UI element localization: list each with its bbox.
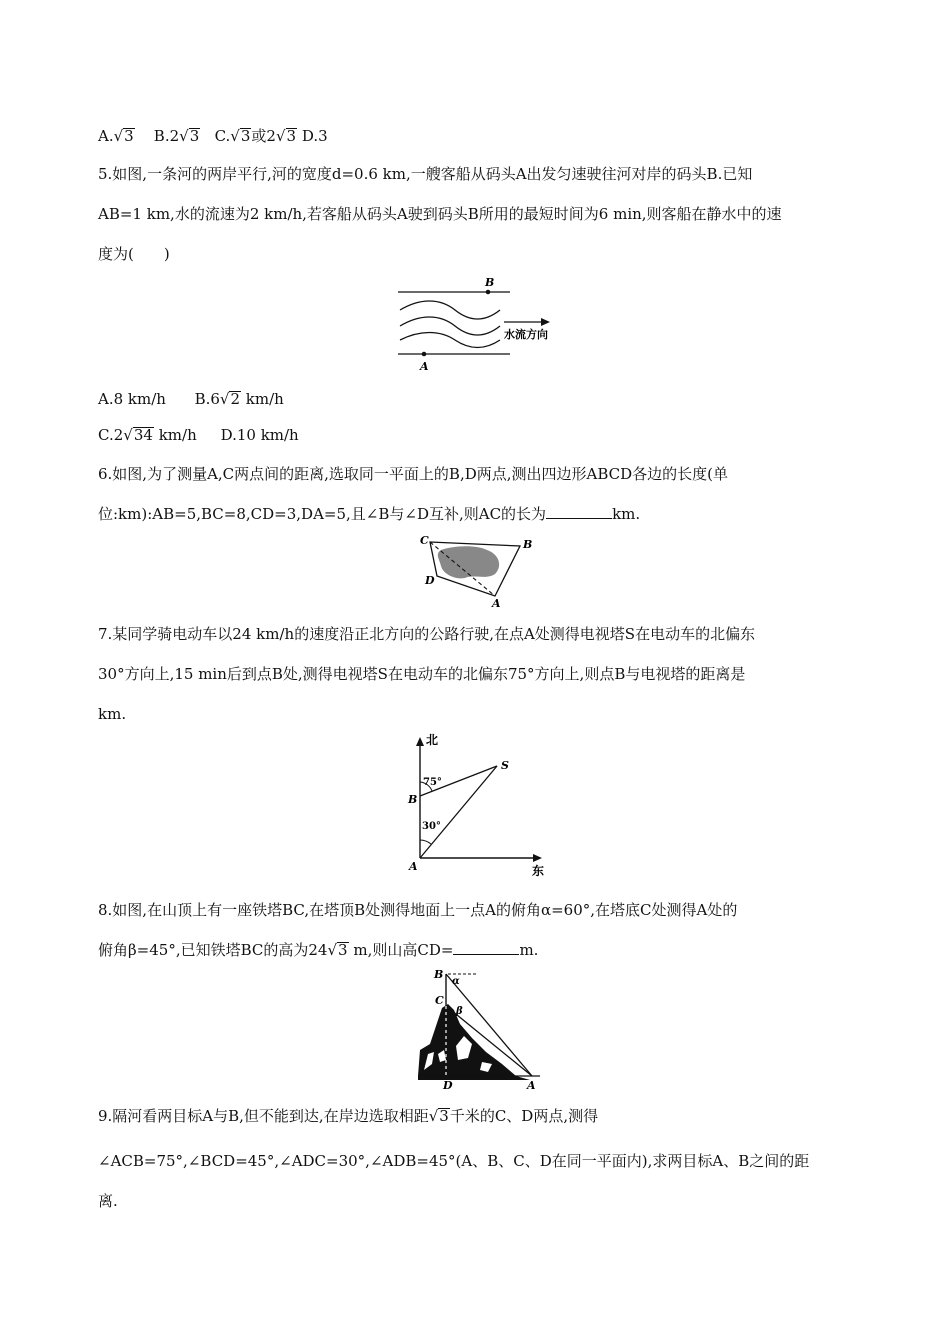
q6-line2: 位:km):AB=5,BC=8,CD=3,DA=5,且∠B与∠D互补,则AC的长为 km. <box>98 505 641 523</box>
q7-line3: km. <box>98 705 127 723</box>
svg-text:A: A <box>492 597 501 608</box>
svg-text:S: S <box>501 759 509 772</box>
svg-text:75°: 75° <box>423 777 442 788</box>
svg-text:东: 东 <box>532 864 545 877</box>
q5-options-cd: C.2√34 km/h D.10 km/h <box>98 426 299 444</box>
label-a: A <box>420 360 429 373</box>
label-b: B <box>485 276 495 289</box>
flow-label: 水流方向 <box>504 328 548 341</box>
q7-line2: 30°方向上,15 min后到点B处,测得电视塔S在电动车的北偏东75°方向上,则点B与电视塔的距离是 <box>98 665 746 683</box>
svg-text:B: B <box>434 968 444 981</box>
svg-text:30°: 30° <box>422 821 441 832</box>
svg-text:D: D <box>443 1079 453 1091</box>
q9-line2: ∠ACB=75°,∠BCD=45°,∠ADC=30°,∠ADB=45°(A、B、C、D在同一平面内),求两目标A、B之间的距 <box>98 1152 810 1170</box>
svg-text:C: C <box>435 994 444 1007</box>
q9-line1: 9.隔河看两目标A与B,但不能到达,在岸边选取相距√3千米的C、D两点,测得 <box>98 1107 599 1125</box>
quadrilateral-figure <box>415 532 540 608</box>
q5-line1: 5.如图,一条河的两岸平行,河的宽度d=0.6 km,一艘客船从码头A出发匀速驶往河对岸的码头B.已知 <box>98 165 753 183</box>
q8-line2: 俯角β=45°,已知铁塔BC的高为24√3 m,则山高CD= m. <box>98 941 539 959</box>
answer-blank <box>453 940 519 955</box>
compass-figure <box>405 732 550 877</box>
q9-line3: 离. <box>98 1192 118 1210</box>
q5-line2: AB=1 km,水的流速为2 km/h,若客船从码头A驶到码头B所用的最短时间为6 min,则客船在静水中的速 <box>98 205 782 223</box>
svg-text:D: D <box>425 574 435 587</box>
sqrt-symbol: √2 <box>219 390 241 408</box>
q8-line1: 8.如图,在山顶上有一座铁塔BC,在塔顶B处测得地面上一点A的俯角α=60°,在塔底C处测得A处的 <box>98 901 738 919</box>
sqrt-symbol: √3 <box>113 127 134 145</box>
svg-text:β: β <box>456 1006 463 1017</box>
svg-text:B: B <box>408 793 418 806</box>
sqrt-symbol: √3 <box>230 127 251 145</box>
sqrt-symbol: √3 <box>275 127 297 145</box>
sqrt-symbol: √3 <box>327 941 348 959</box>
svg-text:C: C <box>420 534 429 547</box>
sqrt-symbol: √3 <box>428 1107 449 1125</box>
svg-text:α: α <box>452 976 460 987</box>
svg-text:B: B <box>523 538 533 551</box>
tower-mountain-figure <box>412 966 547 1091</box>
svg-text:A: A <box>527 1079 536 1091</box>
q5-line3: 度为( ) <box>98 245 170 263</box>
q7-line1: 7.某同学骑电动车以24 km/h的速度沿正北方向的公路行驶,在点A处测得电视塔S在电动车的北偏东 <box>98 625 756 643</box>
svg-text:A: A <box>409 860 418 873</box>
sqrt-symbol: √34 <box>123 426 153 444</box>
q5-options-ab: A.8 km/h B.6√2 km/h <box>98 390 284 408</box>
svg-text:北: 北 <box>426 733 439 747</box>
q6-line1: 6.如图,为了测量A,C两点间的距离,选取同一平面上的B,D两点,测出四边形ABCD各边的长度(单 <box>98 465 729 483</box>
q4-options: A.√3 B.2√3 C.√3或2√3 D.3 <box>98 127 328 145</box>
sqrt-symbol: √3 <box>179 127 200 145</box>
answer-blank <box>546 504 612 519</box>
river-figure <box>390 276 560 376</box>
